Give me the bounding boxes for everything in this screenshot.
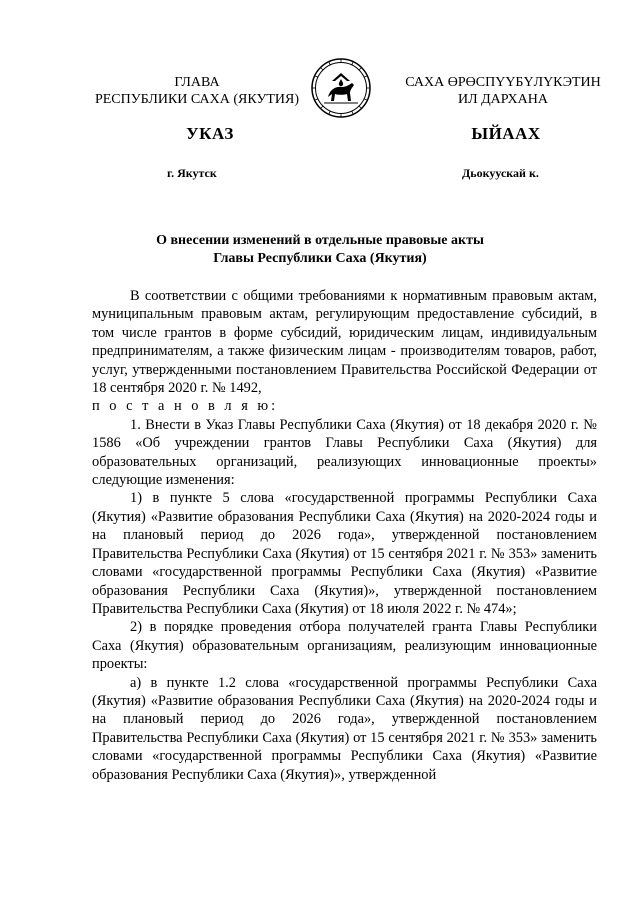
header-right-line2: ИЛ ДАРХАНА bbox=[457, 92, 548, 107]
document-title bbox=[100, 232, 540, 268]
intro-paragraph: В соответствии с общими требованиями к нормативным правовым актам, муниципальным правовым актам, регулирующим предоставление субсидий, в том числе грантов в форме субсидий, юридическим лицам, индивидуальным предпринимателям, а также физическим лицам - производителям товаров, работ, услуг, утвержденными постановлением Правительства Российской Федерации от 18 сентября 2020 г. № 1492, bbox=[92, 288, 597, 397]
title-line2: Главы Республики Саха (Якутия) bbox=[213, 251, 427, 266]
header-right bbox=[398, 74, 608, 108]
place-ru: г. Якутск bbox=[167, 166, 217, 180]
item-1: 1. Внести в Указ Главы Республики Саха (Якутия) от 18 декабря 2020 г. № 1586 «Об учреждении грантов Главы Республики Саха (Якутия) для образовательных организаций, реализующих инновационные проекты» следующие изменения: bbox=[92, 416, 597, 489]
doc-type-sah: ЫЙААХ bbox=[471, 124, 541, 143]
title-line1: О внесении изменений в отдельные правовые акты bbox=[156, 233, 484, 248]
doc-type-ru: УКАЗ bbox=[186, 124, 234, 143]
place-sah: Дьокуускай к. bbox=[462, 166, 539, 180]
item-1-2: 2) в порядке проведения отбора получателей гранта Главы Республики Саха (Якутия) образовательным организациям, реализующим инновационные проекты: bbox=[92, 619, 597, 673]
item-1-1: 1) в пункте 5 слова «государственной программы Республики Саха (Якутия) «Развитие образования Республики Саха (Якутия) на 2020-2024 годы и на плановый период до 2026 года», утвержденной постановлением Правительства Республики Саха (Якутия) от 15 сентября 2021 г. № 353» заменить словами «государственной программы Республики Саха (Якутия) «Развитие образования Республики Саха (Якутия)», утвержденной постановлением Правительства Республики Саха (Якутия) от 18 июля 2022 г. № 474»; bbox=[92, 490, 597, 617]
document-body bbox=[92, 287, 597, 784]
header-right-line1: САХА ӨРӨСПҮҮБҮЛҮКЭТИН bbox=[405, 75, 601, 90]
header-left bbox=[92, 74, 302, 108]
header-left-line2: РЕСПУБЛИКИ САХА (ЯКУТИЯ) bbox=[94, 92, 300, 107]
decree-word: п о с т а н о в л я ю: bbox=[92, 398, 279, 415]
header-left-line1: ГЛАВА bbox=[174, 75, 220, 90]
coat-of-arms-emblem-icon bbox=[310, 57, 372, 119]
item-1-2-a: а) в пункте 1.2 слова «государственной программы Республики Саха (Якутия) «Развитие образования Республики Саха (Якутия) на 2020-2024 годы и на плановый период до 2026 года», утвержденной постановлением Правительства Республики Саха (Якутия) от 15 сентября 2021 г. № 353» заменить словами «государственной программы Республики Саха (Якутия) «Развитие образования Республики Саха (Якутия)», утвержденной bbox=[92, 674, 597, 783]
